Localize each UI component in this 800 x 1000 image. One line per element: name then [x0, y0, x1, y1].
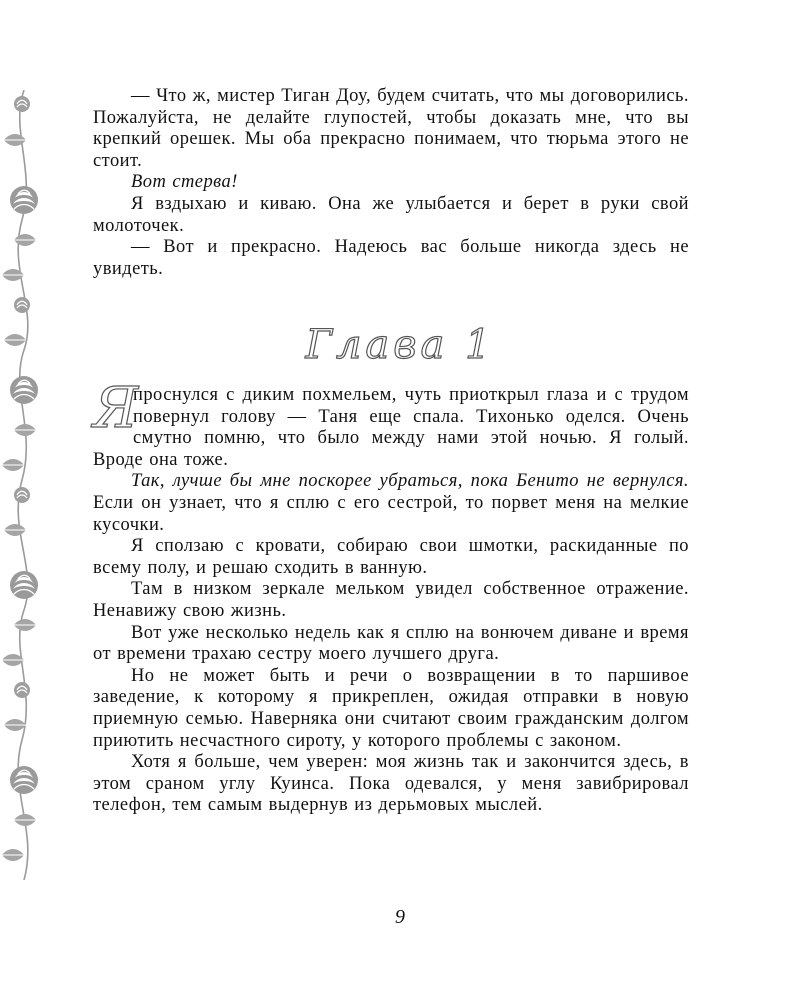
chapter-paragraph-6: Но не может быть и речи о возвращении в то паршивое заведение, к которому я прикреплен, ожидая отправки в новую приемную семью. Наверняка они считают своим гражданским долгом приютить несчастного сироту, у которого проблемы с законом. [93, 665, 689, 751]
drop-cap: Я [93, 376, 139, 441]
intro-paragraph-4: — Вот и прекрасно. Надеюсь вас больше никогда здесь не увидеть. [93, 237, 689, 279]
chapter-paragraph-2-italic: Так, лучше бы мне поскорее убраться, пока Бенито не вернулся. [131, 471, 689, 492]
chapter-paragraph-5: Вот уже несколько недель как я сплю на вонючем диване и время от времени трахаю сестру моего лучшего друга. [93, 622, 689, 665]
intro-paragraph-1: — Что ж, мистер Тиган Доу, будем считать, что мы договорились. Пожалуйста, не делайте глупостей, чтобы доказать мне, что вы крепкий орешек. Мы оба прекрасно понимаем, что тюрьма этого не стоит. [93, 86, 689, 171]
chapter-paragraph-3: Я сползаю с кровати, собираю свои шмотки, раскиданные по всему полу, и решаю сходить в ванную. [93, 536, 689, 578]
chapter-body [93, 376, 689, 817]
chapter-paragraph-1-text: проснулся с диким похмельем, чуть приоткрыл глаза и с трудом повернул голову — Таня еще спала. Тихонько оделся. Очень смутно помню, что было между нами этой ночью. Я голый. Вроде она тоже. [93, 385, 689, 470]
chapter-title: Глава 1 [305, 322, 495, 368]
chapter-paragraph-2-text: Если он узнает, что я сплю с его сестрой, то порвет меня на мелкие кусочки. [93, 492, 689, 535]
chapter-paragraph-4: Там в низком зеркале мельком увидел собственное отражение. Ненавижу свою жизнь. [93, 579, 689, 621]
chapter-paragraph-2 [93, 471, 689, 536]
intro-paragraph-3: Я вздыхаю и киваю. Она же улыбается и берет в руки свой молоточек. [93, 193, 689, 236]
rose-border-ornament [0, 90, 48, 880]
chapter-paragraph-7: Хотя я больше, чем уверен: моя жизнь так и закончится здесь, в этом сраном углу Куинса. Пока одевался, у меня завибрировал телефон, тем самым выдернув из дерьмовых мыслей. [93, 752, 689, 816]
chapter-paragraph-1 [93, 376, 689, 471]
page-number: 9 [395, 906, 405, 928]
intro-text [93, 86, 689, 280]
intro-paragraph-2: Вот стерва! [131, 172, 238, 193]
